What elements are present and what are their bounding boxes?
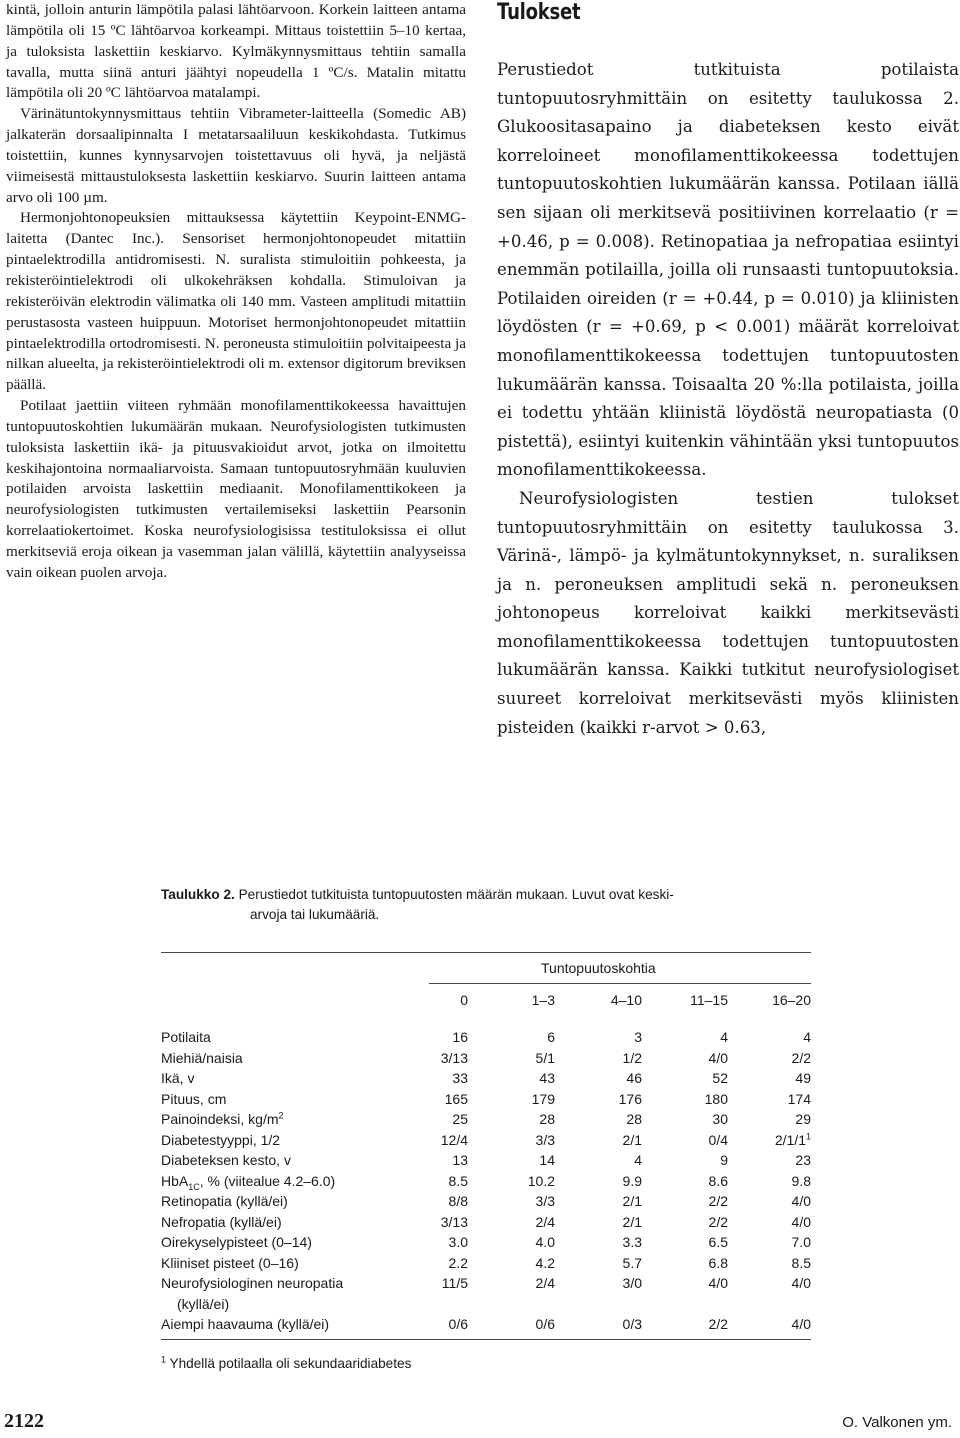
table-row-continued: [161, 1294, 811, 1315]
column-header-blank: [161, 985, 391, 1015]
table-cell: [555, 1150, 642, 1171]
cell-value: 10.2: [527, 1172, 555, 1189]
row-label: [161, 1212, 391, 1233]
table-cell: [391, 1273, 468, 1294]
table-cell: [728, 1150, 811, 1171]
cell-value: 2/2: [791, 1049, 811, 1066]
table-cell: [468, 1089, 555, 1110]
row-label: [161, 1294, 391, 1315]
table-row: [161, 1150, 811, 1171]
table-cell: [468, 1068, 555, 1089]
cell-value: 2/2: [708, 1193, 728, 1210]
left-text-column: [6, 0, 466, 584]
row-label-text: Kliiniset pisteet (0–16): [161, 1254, 299, 1271]
cell-value: 11/5: [441, 1275, 468, 1292]
cell-value: 28: [539, 1111, 555, 1128]
cell-value: 179: [531, 1090, 555, 1107]
cell-value: 49: [795, 1070, 811, 1087]
cell-value: 4/0: [791, 1316, 811, 1333]
table-cell: [555, 1171, 642, 1192]
table-cell: [391, 1068, 468, 1089]
row-label: [161, 1253, 391, 1274]
cell-value: 0/6: [448, 1316, 468, 1333]
cell-value: 0/3: [622, 1316, 642, 1333]
column-header: 1–3: [531, 992, 555, 1008]
row-label-text: Ikä, v: [161, 1070, 195, 1087]
table-cell-empty: [555, 1294, 642, 1315]
table-cell: [642, 1191, 728, 1212]
table-cell: [555, 1253, 642, 1274]
row-label: [161, 1150, 391, 1171]
cell-value: 8/8: [448, 1193, 468, 1210]
table-cell: [642, 1150, 728, 1171]
table-cell: [468, 1314, 555, 1335]
row-label: [161, 1068, 391, 1089]
cell-value: 4.0: [535, 1234, 555, 1251]
cell-value: 1/2: [622, 1049, 642, 1066]
table-cell: [728, 1015, 811, 1048]
caption-text: Perustiedot tutkituista tuntopuutosten määrän mukaan. Luvut ovat keski-: [238, 887, 674, 902]
cell-value: 30: [712, 1111, 728, 1128]
table-cell-empty: [468, 1294, 555, 1315]
row-label: [161, 1015, 391, 1048]
group-header-rule: [429, 983, 811, 984]
table-cell: [391, 1015, 468, 1048]
cell-value: 2/2: [708, 1316, 728, 1333]
cell-value: 16: [452, 1029, 468, 1046]
table-cell: [642, 1015, 728, 1048]
table-cell: [728, 1068, 811, 1089]
table-cell: [391, 1130, 468, 1151]
table-cell: [468, 1109, 555, 1130]
group-header-label: Tuntopuutoskohtia: [541, 960, 656, 976]
table-cell: [468, 1232, 555, 1253]
row-label-continued: (kyllä/ei): [177, 1295, 230, 1312]
running-footer-author: O. Valkonen ym.: [842, 1414, 952, 1431]
table-cell: [642, 1171, 728, 1192]
table-caption: [161, 885, 821, 925]
row-label-text: Aiempi haavauma (kyllä/ei): [161, 1316, 330, 1333]
cell-value: 180: [704, 1090, 728, 1107]
cell-value: 46: [626, 1070, 642, 1087]
cell-value: 0/6: [535, 1316, 555, 1333]
cell-value: 2/1: [622, 1193, 642, 1210]
cell-value: 33: [452, 1070, 468, 1087]
table-cell: [468, 1253, 555, 1274]
table-cell: [468, 1130, 555, 1151]
cell-value: 25: [452, 1111, 468, 1128]
cell-value: 2/4: [535, 1213, 555, 1230]
cell-value: 5.7: [622, 1254, 642, 1271]
table-cell: [728, 1171, 811, 1192]
cell-value: 4/0: [791, 1193, 811, 1210]
paragraph: Neurofysiologisten testien tulokset tuntopuutosryhmittäin on esitetty taulukossa 3. Värinä-, lämpö- ja kylmätuntokynnykset, n. suraliksen ja n. peroneuksen amplitudi sekä n. peroneuksen johtonopeus korreloivat kaikki merkitsevästi monofilamenttikokeessa todettujen tuntopuutosten lukumäärän kanssa. Kaikki tutkitut neurofysiologiset suureet korreloivat merkitsevästi myös kliinisten pisteiden (kaikki r-arvot > 0.63,: [497, 488, 959, 737]
right-text-column: [497, 0, 959, 742]
cell-value: 9.9: [622, 1172, 642, 1189]
caption-label: Taulukko 2.: [161, 887, 235, 902]
table-cell: [555, 1015, 642, 1048]
table-cell: [391, 1048, 468, 1069]
table-row: [161, 1171, 811, 1192]
cell-value: 6.5: [708, 1234, 728, 1251]
table-cell: [468, 1015, 555, 1048]
table-cell: [642, 1253, 728, 1274]
superscript: 1: [805, 1131, 811, 1142]
table-cell: [728, 1191, 811, 1212]
cell-value: 28: [626, 1111, 642, 1128]
table-cell: [468, 1171, 555, 1192]
table-cell: [728, 1314, 811, 1335]
caption-line: [161, 885, 821, 905]
caption-text-continued: arvoja tai lukumääriä.: [250, 907, 380, 922]
cell-value: 3.3: [622, 1234, 642, 1251]
cell-value: 4/0: [708, 1049, 728, 1066]
cell-value: 7.0: [791, 1234, 811, 1251]
table-cell: [391, 1191, 468, 1212]
table-cell: [728, 1109, 811, 1130]
table-cell: [728, 1212, 811, 1233]
paragraph: Potilaat jaettiin viiteen ryhmään monofilamenttikokeessa havaittujen tuntopuutoskohtien lukumäärän mukaan. Neurofysiologisten tutkimusten tuloksista laskettiin ikä- ja pituusvakioidut arvot, jotka on ilmoitettu keskihajontoina normaaliarvoista. Samaan tuntopuutosryhmään kuuluvien potilaiden arvoista laskettiin mediaanit. Monofilamenttikokeen ja neurofysiologisten tutkimusten vertailemiseksi laskettiin Pearsonin korrelaatiokertoimet. Koska neurofysiologisissa testituloksissa ei ollut merkitseviä eroja oikean ja vasemman jalan välillä, käytettiin analyyseissa vain oikean puolen arvoja.: [6, 397, 466, 581]
row-label: [161, 1089, 391, 1110]
row-label-text: Miehiä/naisia: [161, 1049, 243, 1066]
cell-value: 4: [720, 1029, 728, 1046]
table-cell: [555, 1191, 642, 1212]
table-row: [161, 1130, 811, 1151]
row-label-text: Diabeteksen kesto, v: [161, 1152, 291, 1169]
table-row: [161, 1273, 811, 1294]
cell-value: 2/1: [622, 1213, 642, 1230]
table-row: [161, 1212, 811, 1233]
table-cell-empty: [642, 1294, 728, 1315]
table-cell: [642, 1273, 728, 1294]
table-row: [161, 1015, 811, 1048]
cell-value: 6.8: [708, 1254, 728, 1271]
row-label: [161, 1191, 391, 1212]
group-header: [161, 953, 811, 985]
table-cell: [642, 1048, 728, 1069]
cell-value: 4: [634, 1152, 642, 1169]
cell-value: 29: [795, 1111, 811, 1128]
table-cell: [391, 1212, 468, 1233]
footnote-mark: 1: [161, 1354, 167, 1365]
table-cell: [728, 1273, 811, 1294]
table-cell: [728, 1232, 811, 1253]
table-row: [161, 1191, 811, 1212]
table-cell: [642, 1130, 728, 1151]
table-row: [161, 1232, 811, 1253]
table-footnote: [161, 1356, 411, 1371]
cell-value: 8.6: [708, 1172, 728, 1189]
table-body: [161, 1015, 811, 1335]
cell-value: 2/1: [622, 1131, 642, 1148]
cell-value: 4/0: [708, 1275, 728, 1292]
cell-value: 4.2: [535, 1254, 555, 1271]
table-grid: [161, 985, 811, 1335]
row-label-text: Oirekyselypisteet (0–14): [161, 1234, 312, 1251]
row-label: [161, 1109, 391, 1130]
table-cell: [391, 1314, 468, 1335]
table-cell: [391, 1253, 468, 1274]
table-cell: [642, 1314, 728, 1335]
cell-value: 3/3: [535, 1131, 555, 1148]
row-label-text: Diabetestyyppi, 1/2: [161, 1131, 281, 1148]
table-cell: [391, 1089, 468, 1110]
table-cell: [468, 1048, 555, 1069]
table-cell: [391, 1232, 468, 1253]
row-label-text: Retinopatia (kyllä/ei): [161, 1193, 288, 1210]
table-cell: [391, 1171, 468, 1192]
table-cell: [555, 1232, 642, 1253]
page-number: 2122: [4, 1410, 44, 1432]
cell-value: 2.2: [448, 1254, 468, 1271]
cell-value: 2/2: [708, 1213, 728, 1230]
cell-value: 14: [539, 1152, 555, 1169]
table-row: [161, 1109, 811, 1130]
table-cell: [642, 1089, 728, 1110]
cell-value: 3/3: [535, 1193, 555, 1210]
cell-value: 174: [787, 1090, 811, 1107]
table-cell: [728, 1048, 811, 1069]
table-cell: [555, 1314, 642, 1335]
cell-value: 43: [539, 1070, 555, 1087]
table-cell: [555, 1089, 642, 1110]
table-cell: [555, 1273, 642, 1294]
column-header: 16–20: [772, 992, 811, 1008]
table-row: [161, 1089, 811, 1110]
row-label-text: Nefropatia (kyllä/ei): [161, 1213, 282, 1230]
table-cell: [468, 1212, 555, 1233]
cell-value: 9.8: [791, 1172, 811, 1189]
table-cell: [555, 1109, 642, 1130]
paragraph: Hermonjohtonopeuksien mittauksessa käytettiin Keypoint-ENMG-laitetta (Dantec Inc.). Sensoriset hermonjohtonopeudet mitattiin pintaelektrodilla antidromisesti. N. suralista stimuloitiin pohkeesta, ja rekisteröintielektrodi oli ulkokehräksen kohdalla. Stimuloivan ja rekisteröivän elektrodin välimatka oli 140 mm. Vasteen amplitudi mitattiin perustasosta vasteen huippuun. Motoriset hermonjohtonopeudet mitattiin pintaelektrodilla ortodromisesti. N. peroneusta stimuloitiin polvitaipeesta ja nilkan alueelta, ja rekisteröintielektrodi oli m. extensor digitorum breviksen päällä.: [6, 209, 466, 394]
table-cell: [728, 1253, 811, 1274]
row-label-text: Potilaita: [161, 1029, 211, 1046]
data-table: [161, 952, 811, 1340]
cell-value: 9: [720, 1152, 728, 1169]
cell-value: 3/13: [440, 1213, 468, 1230]
row-label: [161, 1048, 391, 1069]
cell-value: 2/4: [535, 1275, 555, 1292]
table-cell: [391, 1109, 468, 1130]
table-cell: [391, 1150, 468, 1171]
subscript: 1C: [188, 1181, 200, 1192]
table-cell: [728, 1130, 811, 1151]
cell-value: 4: [803, 1029, 811, 1046]
cell-value: 3: [634, 1029, 642, 1046]
table-row: [161, 1253, 811, 1274]
results-body: [497, 56, 959, 742]
table-cell: [642, 1068, 728, 1089]
table-cell: [468, 1191, 555, 1212]
table-cell: [468, 1150, 555, 1171]
row-label: [161, 1314, 391, 1335]
row-label-text: Neurofysiologinen neuropatia: [161, 1275, 344, 1292]
table-cell: [555, 1068, 642, 1089]
paragraph: Värinätuntokynnysmittaus tehtiin Vibrameter-laitteella (Somedic AB) jalkaterän dorsaalipinnalta I metatarsaaliluun keskikohdasta. Tutkimus toistettiin, kunnes kynnysarvojen toistettavuus oli hyvä, ja neljästä viimeisestä mittaustuloksesta laskettiin keskiarvo. Suurin laitteen antama arvo oli 100 µm.: [6, 105, 466, 206]
cell-value: 165: [444, 1090, 468, 1107]
cell-value: 6: [547, 1029, 555, 1046]
row-label-text: , % (viitealue 4.2–6.0): [199, 1172, 336, 1189]
cell-value: 8.5: [448, 1172, 468, 1189]
cell-value: 0/4: [708, 1131, 728, 1148]
cell-value: 3.0: [448, 1234, 468, 1251]
column-header: 11–15: [690, 992, 728, 1008]
table-cell: [728, 1089, 811, 1110]
table-cell: [642, 1212, 728, 1233]
cell-value: 52: [712, 1070, 728, 1087]
cell-value: 8.5: [791, 1254, 811, 1271]
paragraph: kintä, jolloin anturin lämpötila palasi lähtöarvoon. Korkein laitteen antama lämpötila oli 15 ºC lähtöarvoa korkeampi. Mittaus toistettiin 5–10 kertaa, ja tuloksista laskettiin keskiarvo. Kylmäkynnysmittaus tehtiin samalla tavalla, mutta siinä anturi jäähtyi nopeudella 1 ºC/s. Matalin mitattu lämpötila oli 20 ºC lähtöarvoa matalampi.: [6, 1, 466, 102]
table-row: [161, 1068, 811, 1089]
table-cell: [555, 1130, 642, 1151]
cell-value: 13: [452, 1152, 468, 1169]
cell-value: 23: [795, 1152, 811, 1169]
table-cell: [555, 1212, 642, 1233]
table-cell-empty: [391, 1294, 468, 1315]
row-label-text: HbA: [161, 1172, 189, 1189]
cell-value: 3/0: [622, 1275, 642, 1292]
superscript: 2: [278, 1110, 284, 1121]
table-bottom-rule: [161, 1339, 811, 1340]
column-header: 4–10: [610, 992, 642, 1008]
table-cell: [642, 1232, 728, 1253]
cell-value: 12/4: [440, 1131, 468, 1148]
row-label: [161, 1232, 391, 1253]
cell-value: 176: [618, 1090, 642, 1107]
row-label: [161, 1171, 391, 1192]
table-cell: [555, 1048, 642, 1069]
paragraph: Perustiedot tutkituista potilaista tuntopuutosryhmittäin on esitetty taulukossa 2. Glukoositasapaino ja diabeteksen kesto eivät korreloineet monofilamenttikokeessa todettujen tuntopuutoskohtien lukumäärän kanssa. Potilaan iällä sen sijaan oli merkitsevä positiivinen korrelaatio (r = +0.46, p = 0.008). Retinopatiaa ja nefropatiaa esiintyi enemmän potilailla, joilla oli runsaasti tuntopuutoksia. Potilaiden oireiden (r = +0.44, p = 0.010) ja kliinisten löydösten (r = +0.69, p < 0.001) määrät korreloivat monofilamenttikokeessa todettujen tuntopuutosten lukumäärän kanssa. Toisaalta 20 %:lla potilaista, joilla ei todettu yhtään kliinistä löydöstä neuropatiasta (0 pistettä), esiintyi kuitenkin vähintään yksi tuntopuutos monofilamenttikokeessa.: [497, 60, 959, 480]
row-label-text: Painoindeksi, kg/m: [161, 1111, 279, 1128]
footnote-text: Yhdellä potilaalla oli sekundaaridiabetes: [169, 1356, 412, 1371]
cell-value: 4/0: [791, 1275, 811, 1292]
row-label: [161, 1273, 391, 1294]
table-row: [161, 1314, 811, 1335]
table-cell: [642, 1109, 728, 1130]
table-cell: [468, 1273, 555, 1294]
row-label: [161, 1130, 391, 1151]
cell-value: 5/1: [535, 1049, 555, 1066]
table-row: [161, 1048, 811, 1069]
column-header-row: [161, 985, 811, 1015]
cell-value: 3/13: [440, 1049, 468, 1066]
cell-value: 4/0: [791, 1213, 811, 1230]
section-heading: Tulokset: [497, 0, 581, 25]
row-label-text: Pituus, cm: [161, 1090, 227, 1107]
cell-value: 2/1/1: [774, 1131, 806, 1148]
column-header: 0: [460, 992, 468, 1008]
table-cell-empty: [728, 1294, 811, 1315]
